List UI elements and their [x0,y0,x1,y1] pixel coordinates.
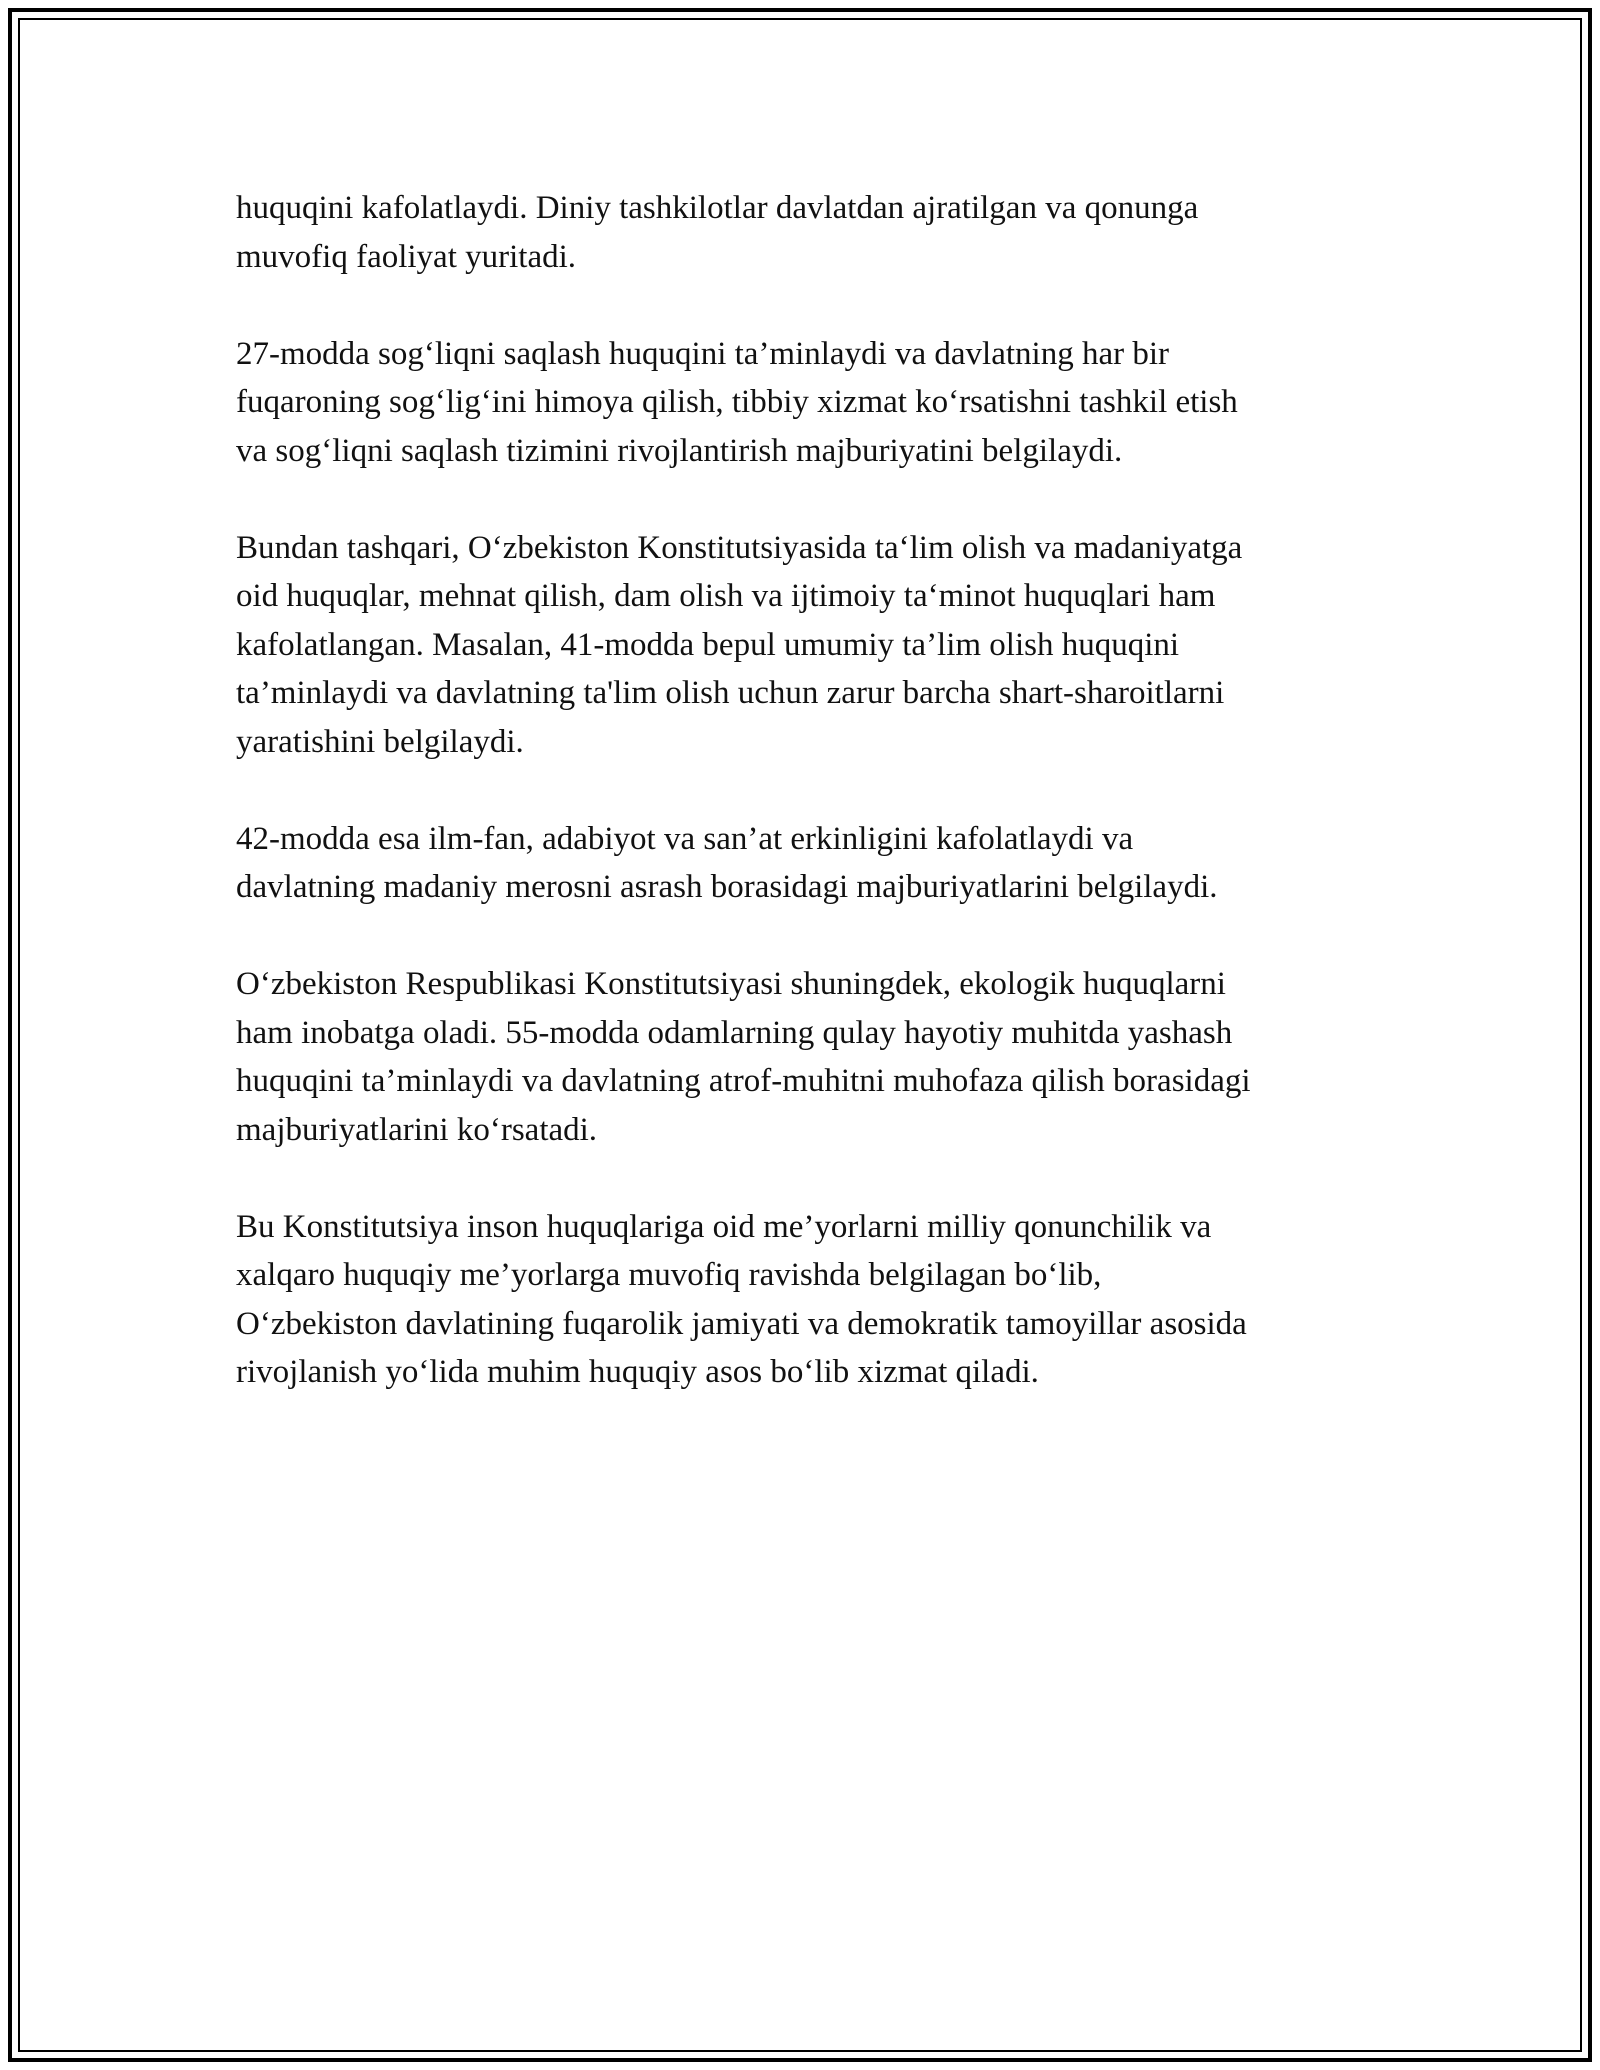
paragraph-article-41-education: Bundan tashqari, O‘zbekiston Konstitutsiyasida ta‘lim olish va madaniyatga oid huquqlar, mehnat qilish, dam olish va ijtimoiy ta‘minot huquqlari ham kafolatlangan. Masalan, 41-modda bepul umumiy ta’lim olish huquqini ta’minlaydi va davlatning ta'lim olish uchun zarur barcha shart-sharoitlarni yaratishini belgilaydi. [236,529,1243,760]
paragraph-article-27-health: 27-modda sog‘liqni saqlash huquqini ta’minlaydi va davlatning har bir fuqaroning sog‘lig‘ini himoya qilish, tibbiy xizmat ko‘rsatishni tashkil etish va sog‘liqni saqlash tizimini rivojlantirish majburiyatini belgilaydi. [236,335,1238,469]
paragraph-article-42-culture: 42-modda esa ilm-fan, adabiyot va san’at erkinligini kafolatlaydi va davlatning madaniy merosni asrash borasidagi majburiyatlarini belgilaydi. [236,820,1218,905]
paragraph-religious-organizations: huquqini kafolatlaydi. Diniy tashkilotlar davlatdan ajratilgan va qonunga muvofiq faoliyat yuritadi. [236,190,1199,275]
document-body [236,184,1386,1445]
paragraph-article-55-environment: O‘zbekiston Respublikasi Konstitutsiyasi shuningdek, ekologik huquqlarni ham inobatga oladi. 55-modda odamlarning qulay hayotiy muhitda yashash huquqini ta’minlaydi va davlatning atrof-muhitni muhofaza qilish borasidagi majburiyatlarini ko‘rsatadi. [236,966,1251,1148]
paragraph-conclusion: Bu Konstitutsiya inson huquqlariga oid me’yorlarni milliy qonunchilik va xalqaro huquqiy me’yorlarga muvofiq ravishda belgilagan bo‘lib, O‘zbekiston davlatining fuqarolik jamiyati va demokratik tamoyillar asosida rivojlanish yo‘lida muhim huquqiy asos bo‘lib xizmat qiladi. [236,1208,1247,1390]
